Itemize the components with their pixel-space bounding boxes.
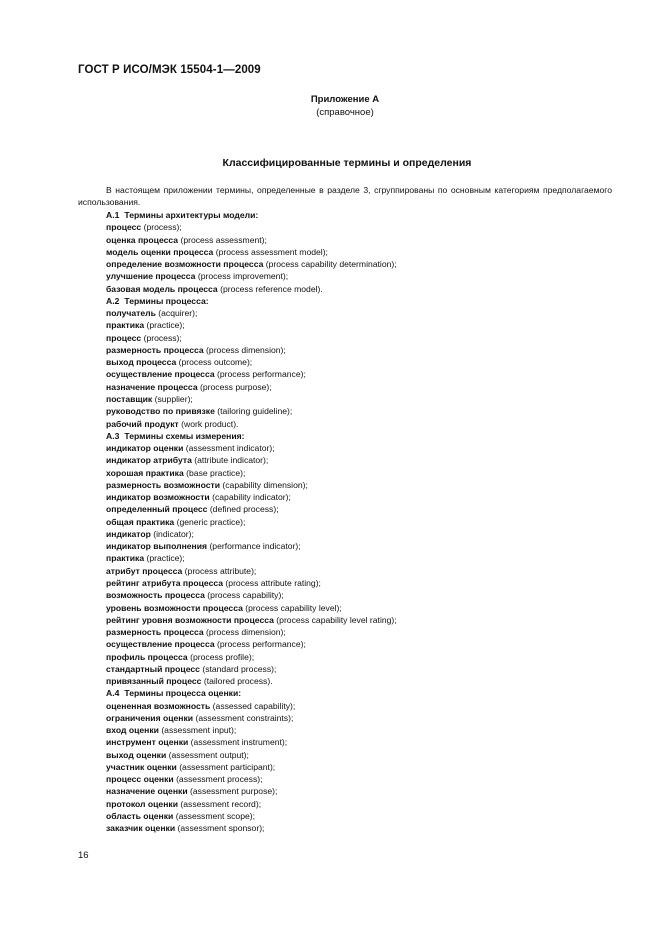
term-russian: оцененная возможность bbox=[106, 700, 211, 711]
term-russian: размерность процесса bbox=[106, 627, 204, 638]
term-item bbox=[106, 540, 616, 552]
term-russian: практика bbox=[106, 553, 145, 564]
term-russian: размерность возможности bbox=[106, 479, 220, 490]
term-english: (assessment input); bbox=[161, 725, 237, 736]
term-item bbox=[106, 761, 616, 773]
term-item bbox=[106, 405, 616, 417]
term-russian: возможность процесса bbox=[106, 590, 205, 601]
term-english: (process attribute rating); bbox=[225, 577, 321, 588]
term-item bbox=[106, 749, 616, 761]
term-russian: общая практика bbox=[106, 516, 175, 527]
term-english: (process); bbox=[143, 332, 182, 343]
terms-list bbox=[106, 209, 616, 835]
document-header: ГОСТ Р ИСО/МЭК 15504-1—2009 bbox=[78, 64, 261, 76]
section-number: А.2 bbox=[106, 295, 120, 306]
term-item bbox=[106, 773, 616, 785]
term-russian: осуществление процесса bbox=[106, 369, 215, 380]
term-item bbox=[106, 283, 616, 295]
term-item bbox=[106, 381, 616, 393]
term-item bbox=[106, 810, 616, 822]
term-english: (assessment output); bbox=[168, 749, 249, 760]
term-russian: поставщик bbox=[106, 393, 153, 404]
term-russian: назначение процесса bbox=[106, 381, 198, 392]
term-item bbox=[106, 307, 616, 319]
term-item bbox=[106, 614, 616, 626]
section-title: Термины архитектуры модели: bbox=[124, 210, 259, 220]
term-item bbox=[106, 234, 616, 246]
term-russian: хорошая практика bbox=[106, 467, 184, 478]
term-item bbox=[106, 332, 616, 344]
term-item bbox=[106, 454, 616, 466]
section-heading bbox=[106, 295, 616, 307]
term-item bbox=[106, 663, 616, 675]
term-english: (process capability); bbox=[207, 590, 284, 601]
section-heading bbox=[106, 687, 616, 699]
term-english: (assessment purpose); bbox=[190, 786, 278, 797]
term-russian: практика bbox=[106, 320, 145, 331]
term-english: (process dimension); bbox=[206, 344, 286, 355]
term-russian: руководство по привязке bbox=[106, 406, 215, 417]
term-english: (defined process); bbox=[209, 504, 279, 515]
term-russian: индикатор оценки bbox=[106, 443, 184, 454]
term-russian: профиль процесса bbox=[106, 651, 188, 662]
term-english: (process performance); bbox=[217, 369, 306, 380]
term-item bbox=[106, 589, 616, 601]
term-english: (assessed capability); bbox=[212, 700, 296, 711]
term-item bbox=[106, 221, 616, 233]
term-english: (process improvement); bbox=[197, 271, 289, 282]
term-english: (assessment instrument); bbox=[190, 737, 288, 748]
term-russian: выход оценки bbox=[106, 749, 167, 760]
annex-label: Приложение А bbox=[310, 94, 380, 105]
term-english: (performance indicator); bbox=[209, 541, 301, 552]
term-english: (assessment process); bbox=[176, 774, 263, 785]
term-russian: рейтинг уровня возможности процесса bbox=[106, 614, 274, 625]
term-item bbox=[106, 368, 616, 380]
term-item bbox=[106, 577, 616, 589]
term-item bbox=[106, 736, 616, 748]
term-english: (assessment constraints); bbox=[195, 712, 294, 723]
section-heading bbox=[106, 430, 616, 442]
term-russian: инструмент оценки bbox=[106, 737, 189, 748]
term-english: (process capability level rating); bbox=[276, 614, 397, 625]
term-english: (process purpose); bbox=[200, 381, 272, 392]
term-russian: выход процесса bbox=[106, 357, 177, 368]
term-russian: индикатор атрибута bbox=[106, 455, 192, 466]
term-russian: определение возможности процесса bbox=[106, 259, 264, 270]
term-item bbox=[106, 724, 616, 736]
term-item bbox=[106, 552, 616, 564]
term-russian: размерность процесса bbox=[106, 344, 204, 355]
term-item bbox=[106, 319, 616, 331]
term-english: (acquirer); bbox=[158, 308, 198, 319]
term-russian: получатель bbox=[106, 308, 156, 319]
term-item bbox=[106, 700, 616, 712]
term-russian: улучшение процесса bbox=[106, 271, 196, 282]
term-english: (practice); bbox=[146, 320, 185, 331]
term-english: (assessment sponsor); bbox=[177, 823, 265, 834]
term-english: (process assessment); bbox=[180, 234, 267, 245]
term-russian: ограничения оценки bbox=[106, 712, 194, 723]
term-english: (tailored process). bbox=[203, 676, 273, 687]
term-russian: привязанный процесс bbox=[106, 676, 202, 687]
term-russian: атрибут процесса bbox=[106, 565, 183, 576]
term-english: (indicator); bbox=[153, 528, 194, 539]
term-item bbox=[106, 516, 616, 528]
term-russian: рейтинг атрибута процесса bbox=[106, 577, 224, 588]
term-english: (attribute indicator); bbox=[194, 455, 269, 466]
term-item bbox=[106, 246, 616, 258]
term-english: (process outcome); bbox=[178, 357, 253, 368]
term-russian: модель оценки процесса bbox=[106, 246, 214, 257]
term-item bbox=[106, 712, 616, 724]
term-english: (standard process); bbox=[202, 663, 277, 674]
term-item bbox=[106, 638, 616, 650]
term-russian: базовая модель процесса bbox=[106, 283, 218, 294]
term-item bbox=[106, 467, 616, 479]
intro-paragraph: В настоящем приложении термины, определенные в разделе 3, сгруппированы по основным категориям предполагаемого использования. bbox=[78, 185, 612, 207]
term-russian: оценка процесса bbox=[106, 234, 179, 245]
section-title: Термины процесса оценки: bbox=[124, 688, 242, 699]
term-item bbox=[106, 651, 616, 663]
term-english: (process reference model). bbox=[220, 283, 323, 294]
term-english: (base practice); bbox=[186, 467, 246, 478]
term-english: (assessment indicator); bbox=[185, 443, 275, 454]
term-item bbox=[106, 393, 616, 405]
term-russian: индикатор возможности bbox=[106, 492, 210, 503]
term-item bbox=[106, 785, 616, 797]
section-title: Термины схемы измерения: bbox=[124, 430, 245, 441]
term-russian: индикатор выполнения bbox=[106, 541, 208, 552]
section-heading bbox=[106, 209, 616, 221]
term-item bbox=[106, 356, 616, 368]
term-item bbox=[106, 528, 616, 540]
term-russian: процесс bbox=[106, 222, 142, 233]
term-english: (work product). bbox=[181, 418, 239, 429]
term-english: (generic practice); bbox=[176, 516, 246, 527]
term-russian: рабочий продукт bbox=[106, 418, 179, 429]
term-item bbox=[106, 503, 616, 515]
term-item bbox=[106, 602, 616, 614]
term-english: (capability dimension); bbox=[222, 479, 308, 490]
term-russian: протокол оценки bbox=[106, 798, 178, 809]
term-russian: определенный процесс bbox=[106, 504, 208, 515]
term-russian: заказчик оценки bbox=[106, 823, 176, 834]
term-english: (process); bbox=[143, 222, 182, 233]
term-russian: стандартный процесс bbox=[106, 663, 200, 674]
term-russian: участник оценки bbox=[106, 761, 177, 772]
term-english: (process performance); bbox=[217, 639, 306, 650]
term-item bbox=[106, 479, 616, 491]
term-english: (process capability level); bbox=[245, 602, 342, 613]
term-item bbox=[106, 258, 616, 270]
term-english: (capability indicator); bbox=[212, 492, 291, 503]
annex-type: (справочное) bbox=[316, 107, 374, 118]
term-russian: процесс bbox=[106, 332, 142, 343]
term-item bbox=[106, 270, 616, 282]
term-item bbox=[106, 418, 616, 430]
term-english: (assessment participant); bbox=[179, 761, 276, 772]
term-english: (assessment record); bbox=[180, 798, 262, 809]
term-item bbox=[106, 798, 616, 810]
term-russian: область оценки bbox=[106, 811, 174, 822]
term-english: (supplier); bbox=[154, 393, 193, 404]
term-item bbox=[106, 822, 616, 834]
term-item bbox=[106, 565, 616, 577]
term-item bbox=[106, 626, 616, 638]
section-number: А.3 bbox=[106, 430, 120, 441]
term-english: (process dimension); bbox=[206, 627, 286, 638]
term-item bbox=[106, 442, 616, 454]
section-title: Термины процесса: bbox=[124, 295, 209, 306]
term-english: (tailoring guideline); bbox=[217, 406, 293, 417]
page-number: 16 bbox=[78, 850, 89, 861]
term-item bbox=[106, 491, 616, 503]
section-number: А.4 bbox=[106, 688, 120, 699]
term-russian: осуществление процесса bbox=[106, 639, 215, 650]
term-english: (process capability determination); bbox=[265, 259, 397, 270]
section-number: А.1 bbox=[106, 210, 120, 220]
term-russian: назначение оценки bbox=[106, 786, 188, 797]
term-english: (practice); bbox=[146, 553, 185, 564]
term-russian: вход оценки bbox=[106, 725, 159, 736]
term-item bbox=[106, 344, 616, 356]
term-russian: индикатор bbox=[106, 528, 151, 539]
term-english: (process profile); bbox=[190, 651, 255, 662]
term-russian: уровень возможности процесса bbox=[106, 602, 243, 613]
term-english: (assessment scope); bbox=[175, 811, 256, 822]
term-english: (process attribute); bbox=[184, 565, 257, 576]
annex-title: Классифицированные термины и определения bbox=[222, 157, 472, 169]
term-item bbox=[106, 675, 616, 687]
term-english: (process assessment model); bbox=[215, 246, 328, 257]
term-russian: процесс оценки bbox=[106, 774, 174, 785]
